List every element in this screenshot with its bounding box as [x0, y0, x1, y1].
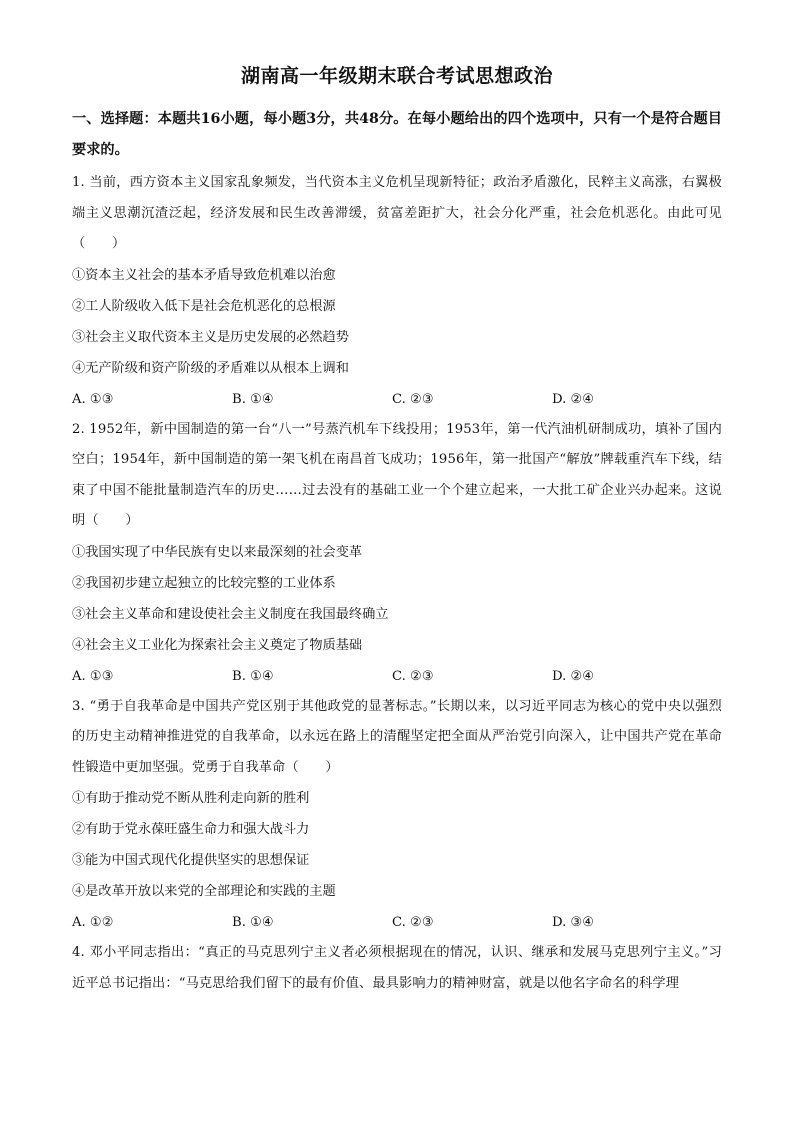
question-stem: 1. 当前，西方资本主义国家乱象频发，当代资本主义危机呈现新特征；政治矛盾激化，民粹主义高涨，右翼极端主义思潮沉渣泛起，经济发展和民生改善滞缓，贫富差距扩大，社会分化严重，社会危机恶化。由此可见（ ）	[72, 175, 722, 251]
page-title: 湖南高一年级期末联合考试思想政治	[240, 65, 553, 87]
answer-choices	[72, 907, 722, 938]
choice-a: A. ①②	[72, 915, 114, 930]
choice-b: B. ①④	[232, 915, 274, 930]
choice-b: B. ①④	[232, 668, 274, 684]
question-stem: 4. 邓小平同志指出：“真正的马克思列宁主义者必须根据现在的情况，认识、继承和发展马克思列宁主义。”习近平总书记指出：“马克思给我们留下的最有价值、最具影响力的精神财富，就是以他名字命名的科学理	[72, 945, 722, 991]
statement-item: ①有助于推动党不断从胜利走向新的胜利	[72, 791, 310, 806]
statement-item: ①资本主义社会的基本矛盾导致危机难以治愈	[72, 267, 336, 283]
section-heading: 一、选择题：本题共16小题，每小题3分，共48分。在每小题给出的四个选项中，只有一个是符合题目要求的。	[72, 111, 722, 158]
choice-d: D. ②④	[552, 668, 595, 684]
question-stem: 3. “勇于自我革命是中国共产党区别于其他政党的显著标志。”长期以来，以习近平同志为核心的党中央以强烈的历史主动精神推进党的自我革命，以永远在路上的清醒坚定把全面从严治党引向深入，让中国共产党在革命性锻造中更加坚强。党勇于自我革命（ ）	[72, 698, 722, 775]
statement-item: ③社会主义革命和建设使社会主义制度在我国最终确立	[72, 606, 389, 622]
question-1	[72, 168, 722, 415]
answer-choices	[72, 384, 722, 415]
answer-choices	[72, 661, 722, 692]
choice-d: D. ③④	[552, 915, 595, 930]
statement-item: ④社会主义工业化为探索社会主义奠定了物质基础	[72, 637, 363, 653]
question-stem: 2. 1952年，新中国制造的第一台“八一”号蒸汽机车下线投用；1953年，第一代汽油机研制成功，填补了国内空白；1954年，新中国制造的第一架飞机在南昌首飞成功；1956年，第一批国产“解放”牌载重汽车下线，结束了中国不能批量制造汽车的历史……过去没有的基础工业一个个建立起来，一大批工矿企业兴办起来。这说明（ ）	[72, 421, 722, 528]
statement-item: ③能为中国式现代化提供坚实的思想保证	[72, 853, 310, 868]
statement-item: ②工人阶级收入低下是社会危机恶化的总根源	[72, 298, 336, 314]
choice-a: A. ①③	[72, 668, 114, 684]
choice-c: C. ②③	[392, 391, 434, 407]
choice-a: A. ①③	[72, 391, 114, 407]
choice-c: C. ②③	[392, 915, 434, 930]
statement-item: ④无产阶级和资产阶级的矛盾难以从根本上调和	[72, 360, 349, 376]
choice-c: C. ②③	[392, 668, 434, 684]
choice-b: B. ①④	[232, 391, 274, 407]
statement-item: ③社会主义取代资本主义是历史发展的必然趋势	[72, 329, 349, 345]
question-2	[72, 415, 722, 692]
question-4	[72, 938, 722, 999]
exam-page	[72, 62, 722, 999]
statement-item: ②我国初步建立起独立的比较完整的工业体系	[72, 575, 336, 591]
question-3	[72, 692, 722, 939]
statement-item: ①我国实现了中华民族有史以来最深刻的社会变革	[72, 544, 363, 560]
statement-item: ④是改革开放以来党的全部理论和实践的主题	[72, 884, 336, 899]
choice-d: D. ②④	[552, 391, 595, 407]
statement-item: ②有助于党永葆旺盛生命力和强大战斗力	[72, 822, 310, 837]
